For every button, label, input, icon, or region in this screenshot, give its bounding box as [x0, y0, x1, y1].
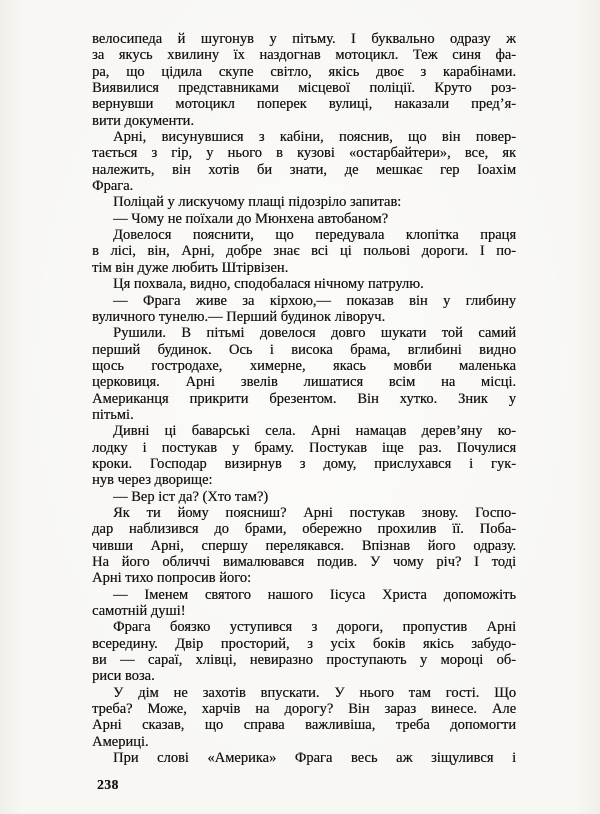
text-line: кроки. Господар визирнув з дому, прислухався і гук- — [92, 455, 516, 472]
text-line: Арні сказав, що справа важливіша, треба допомогти — [92, 717, 516, 734]
text-line: Фрага. — [92, 178, 134, 195]
text-line: перший будинок. Ось і висока брама, вглибині видно — [92, 341, 516, 358]
text-line: щось гостродахе, химерне, якась мовби маленька — [92, 357, 516, 374]
text-line: На його обличчі вималювався подив. У чому річ? І тоді — [92, 554, 516, 570]
text-line: — Чому не поїхали до Мюнхена автобаном? — [113, 210, 389, 227]
text-line: Американця прикрити брезентом. Він хутко. Зник у — [92, 390, 516, 407]
text-line: Як ти йому поясниш? Арні постукав знову. Госпо- — [113, 504, 516, 521]
text-line: церковиця. Арні звелів лишатися всім на місці. — [92, 374, 516, 391]
text-line: — Вер іст да? (Хто там?) — [113, 488, 269, 505]
text-line: належить, він хотів би знати, де мешкає гер Іоахім — [92, 161, 516, 178]
text-line: тається з гір, у нього в кузові «остарбайтери», все, як — [92, 145, 516, 162]
text-line: Поліцай у лискучому плащі підозріло запитав: — [113, 194, 402, 211]
text-line: пітьмі. — [92, 406, 134, 423]
text-line: ра, що цідила скупе світло, якісь двоє з карабінами. — [92, 63, 516, 80]
text-line: — Іменем святого нашого Іісуса Христа допоможіть — [113, 586, 516, 603]
text-line: тім він дуже любить Штірвізен. — [92, 259, 289, 276]
text-line: вуличного тунелю.— Перший будинок ліворуч. — [92, 308, 386, 325]
text-line: лодку і постукав у браму. Постукав іще раз. Почулися — [92, 439, 516, 456]
text-line: за якусь хвилину їх наздогнав мотоцикл. Теж синя фа- — [92, 47, 516, 64]
text-line: Рушили. В пітьмі довелося довго шукати той самий — [113, 325, 516, 342]
text-line: При слові «Америка» Фрага весь аж зіщулився і — [113, 750, 516, 767]
text-line: дар наблизився до брами, обережно прохилив її. Поба- — [92, 521, 516, 538]
text-line: Арні тихо попросив його: — [92, 570, 251, 587]
text-block — [92, 31, 516, 766]
text-line: в лісі, він, Арні, добре знає всі ці польові дороги. І по- — [92, 243, 516, 260]
text-line: У дім не захотів впускати. У нього там гості. Що — [113, 684, 516, 701]
text-line: велосипеда й шугонув у пітьму. І буквально одразу ж — [92, 31, 516, 47]
text-line: вернувши мотоцикл поперек вулиці, наказали пред’я- — [92, 96, 516, 113]
text-line: всередину. Двір просторий, з усіх боків якісь забудо- — [92, 635, 516, 652]
text-line: Фрага боязко уступився з дороги, пропустив Арні — [113, 619, 516, 636]
text-line: Дивні ці баварські села. Арні намацав дерев’яну ко- — [113, 423, 516, 440]
text-line: Виявилися представниками місцевої поліції. Круто роз- — [92, 80, 516, 97]
text-line: чивши Арні, спершу перелякався. Впізнав його одразу. — [92, 537, 516, 554]
text-line: — Фрага живе за кірхою,— показав він у глибину — [113, 292, 516, 309]
text-line: вити документи. — [92, 112, 194, 129]
page-number: 238 — [97, 777, 119, 792]
text-line: Довелося пояснити, що передувала клопітка праця — [113, 227, 516, 244]
text-line: Ця похвала, видно, сподобалася нічному патрулю. — [113, 276, 424, 293]
text-line: Америці. — [92, 733, 149, 750]
text-line: нув через дворище: — [92, 472, 213, 489]
text-line: самотній душі! — [92, 603, 186, 620]
text-line: треба? Може, харчів на дорогу? Він зараз винесе. Але — [92, 701, 516, 718]
text-line: риси воза. — [92, 668, 155, 685]
text-line: Арні, висунувшися з кабіни, пояснив, що він повер- — [113, 129, 516, 146]
text-line: ви — сараї, хлівці, невиразно проступають у мороці об- — [92, 652, 516, 669]
